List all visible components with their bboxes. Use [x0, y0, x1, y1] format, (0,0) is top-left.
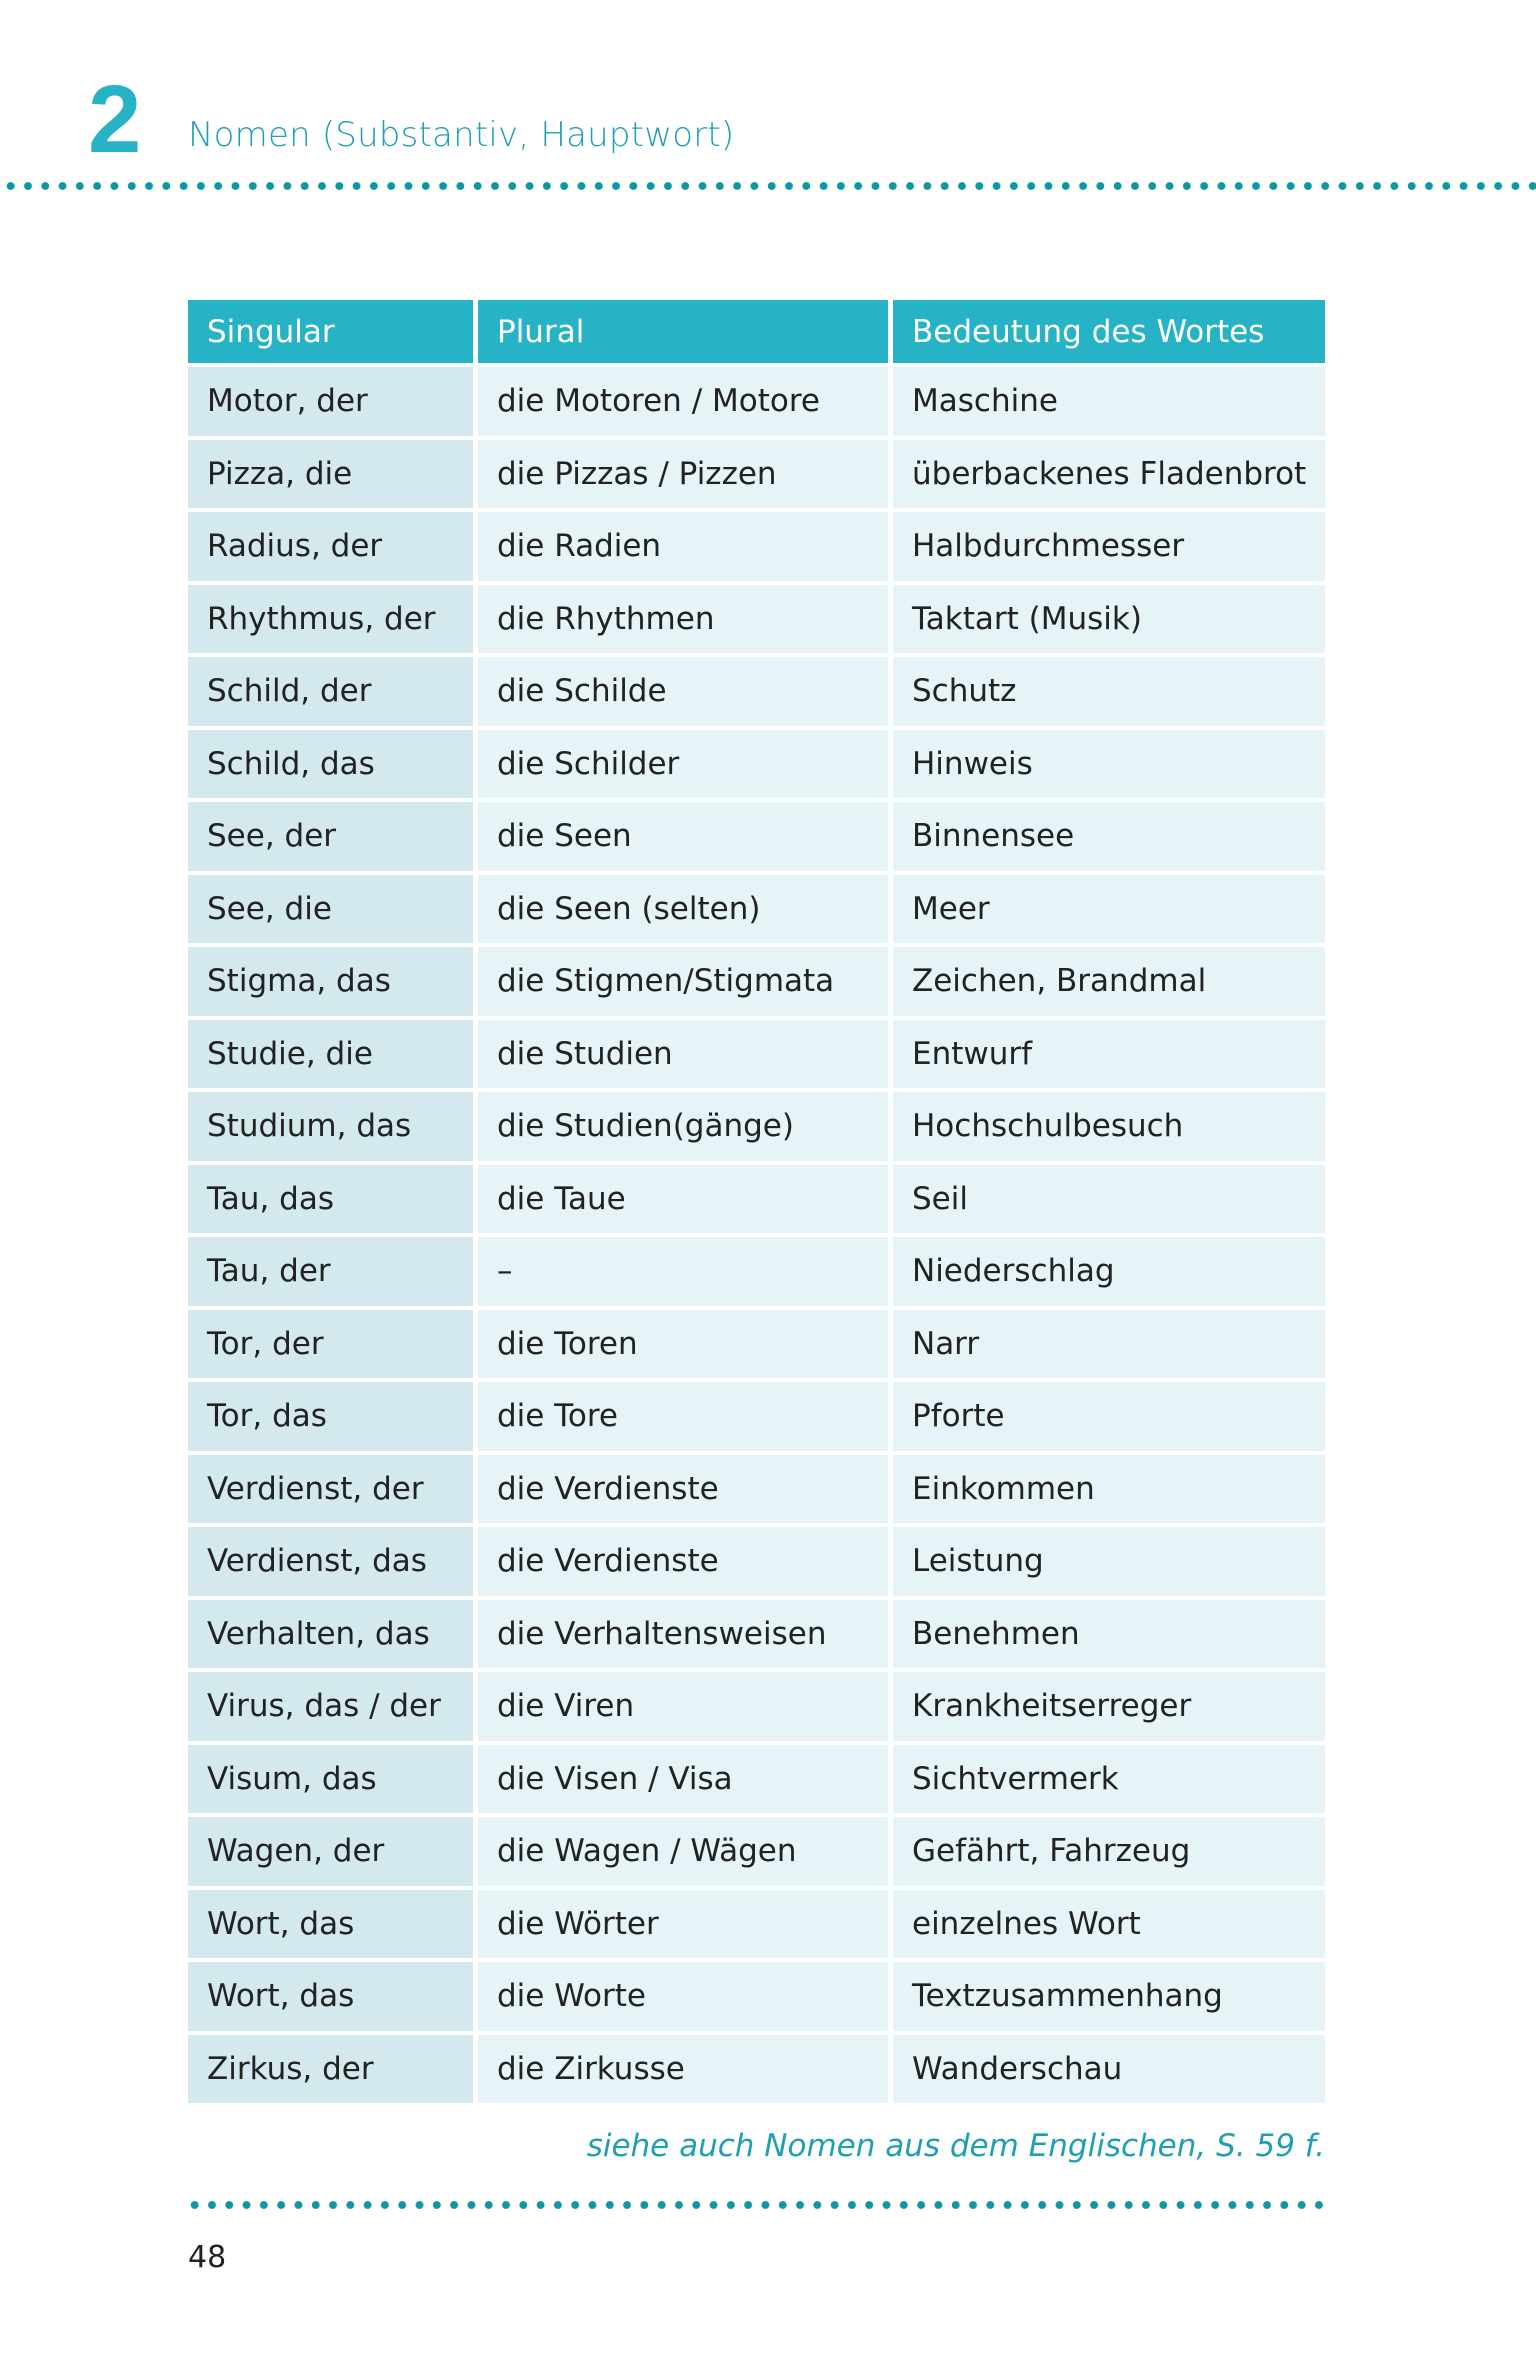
singular-cell: Pizza, die [188, 440, 478, 513]
plural-cell: die Radien [478, 512, 893, 585]
meaning-cell: Zeichen, Brandmal [893, 947, 1325, 1020]
table-row [188, 1672, 1325, 1745]
meaning-cell: Niederschlag [893, 1237, 1325, 1310]
meaning-cell: überbackenes Fladenbrot [893, 440, 1325, 513]
singular-cell: Radius, der [188, 512, 478, 585]
table-row [188, 657, 1325, 730]
table-row [188, 367, 1325, 440]
table-row [188, 1237, 1325, 1310]
plural-cell: die Zirkusse [478, 2035, 893, 2108]
plural-cell: die Verdienste [478, 1455, 893, 1528]
singular-cell: Tor, der [188, 1310, 478, 1383]
singular-cell: Wort, das [188, 1962, 478, 2035]
singular-cell: Schild, der [188, 657, 478, 730]
singular-cell: Verdienst, das [188, 1527, 478, 1600]
singular-cell: Verhalten, das [188, 1600, 478, 1673]
meaning-cell: Hinweis [893, 730, 1325, 803]
singular-cell: Wagen, der [188, 1817, 478, 1890]
table-row [188, 440, 1325, 513]
plural-cell: die Taue [478, 1165, 893, 1238]
plural-cell: die Schilde [478, 657, 893, 730]
dotted-divider-bottom [186, 2200, 1326, 2210]
footnote-reference: siehe auch Nomen aus dem Englischen, S. 59 f. [586, 2128, 1325, 2164]
table-row [188, 1092, 1325, 1165]
plural-cell: die Seen (selten) [478, 875, 893, 948]
singular-cell: Tau, das [188, 1165, 478, 1238]
plural-cell: die Visen / Visa [478, 1745, 893, 1818]
table-row [188, 512, 1325, 585]
page-number: 48 [188, 2240, 227, 2275]
plural-cell: – [478, 1237, 893, 1310]
table-header-row [188, 300, 1325, 367]
meaning-cell: Binnensee [893, 802, 1325, 875]
plural-cell: die Tore [478, 1382, 893, 1455]
column-header-meaning: Bedeutung des Wortes [893, 300, 1325, 367]
meaning-cell: Leistung [893, 1527, 1325, 1600]
table-row [188, 730, 1325, 803]
table-row [188, 1600, 1325, 1673]
chapter-title: Nomen (Substantiv, Hauptwort) [188, 115, 735, 155]
meaning-cell: Textzusammenhang [893, 1962, 1325, 2035]
plural-cell: die Viren [478, 1672, 893, 1745]
table-row [188, 1527, 1325, 1600]
meaning-cell: Taktart (Musik) [893, 585, 1325, 658]
table-row [188, 875, 1325, 948]
meaning-cell: Maschine [893, 367, 1325, 440]
table-row [188, 1890, 1325, 1963]
singular-cell: Studium, das [188, 1092, 478, 1165]
singular-cell: See, der [188, 802, 478, 875]
singular-cell: Stigma, das [188, 947, 478, 1020]
table-row [188, 1382, 1325, 1455]
column-header-plural: Plural [478, 300, 893, 367]
singular-cell: Tau, der [188, 1237, 478, 1310]
plural-cell: die Wörter [478, 1890, 893, 1963]
singular-cell: Rhythmus, der [188, 585, 478, 658]
table-row [188, 1962, 1325, 2035]
meaning-cell: Entwurf [893, 1020, 1325, 1093]
table-row [188, 947, 1325, 1020]
column-header-singular: Singular [188, 300, 478, 367]
table-row [188, 1310, 1325, 1383]
singular-cell: Studie, die [188, 1020, 478, 1093]
noun-table [188, 300, 1325, 2107]
meaning-cell: Krankheitserreger [893, 1672, 1325, 1745]
table-row [188, 1165, 1325, 1238]
singular-cell: Schild, das [188, 730, 478, 803]
table-row [188, 1020, 1325, 1093]
table-row [188, 2035, 1325, 2108]
singular-cell: Tor, das [188, 1382, 478, 1455]
table-row [188, 1817, 1325, 1890]
meaning-cell: Meer [893, 875, 1325, 948]
plural-cell: die Motoren / Motore [478, 367, 893, 440]
meaning-cell: Schutz [893, 657, 1325, 730]
plural-cell: die Studien [478, 1020, 893, 1093]
meaning-cell: Sichtvermerk [893, 1745, 1325, 1818]
dotted-divider-top [2, 181, 1536, 191]
plural-cell: die Stigmen/Stigmata [478, 947, 893, 1020]
plural-cell: die Pizzas / Pizzen [478, 440, 893, 513]
plural-cell: die Verhaltensweisen [478, 1600, 893, 1673]
table-row [188, 585, 1325, 658]
chapter-number: 2 [88, 66, 142, 173]
meaning-cell: Hochschulbesuch [893, 1092, 1325, 1165]
table-row [188, 1745, 1325, 1818]
singular-cell: See, die [188, 875, 478, 948]
singular-cell: Wort, das [188, 1890, 478, 1963]
plural-cell: die Toren [478, 1310, 893, 1383]
meaning-cell: Pforte [893, 1382, 1325, 1455]
meaning-cell: Halbdurchmesser [893, 512, 1325, 585]
plural-cell: die Rhythmen [478, 585, 893, 658]
singular-cell: Visum, das [188, 1745, 478, 1818]
meaning-cell: Wanderschau [893, 2035, 1325, 2108]
meaning-cell: Gefährt, Fahrzeug [893, 1817, 1325, 1890]
plural-cell: die Seen [478, 802, 893, 875]
meaning-cell: einzelnes Wort [893, 1890, 1325, 1963]
singular-cell: Motor, der [188, 367, 478, 440]
singular-cell: Virus, das / der [188, 1672, 478, 1745]
meaning-cell: Narr [893, 1310, 1325, 1383]
plural-cell: die Verdienste [478, 1527, 893, 1600]
meaning-cell: Benehmen [893, 1600, 1325, 1673]
plural-cell: die Schilder [478, 730, 893, 803]
plural-cell: die Worte [478, 1962, 893, 2035]
plural-cell: die Studien(gänge) [478, 1092, 893, 1165]
singular-cell: Verdienst, der [188, 1455, 478, 1528]
singular-cell: Zirkus, der [188, 2035, 478, 2108]
plural-cell: die Wagen / Wägen [478, 1817, 893, 1890]
table-row [188, 802, 1325, 875]
meaning-cell: Seil [893, 1165, 1325, 1238]
meaning-cell: Einkommen [893, 1455, 1325, 1528]
table-row [188, 1455, 1325, 1528]
